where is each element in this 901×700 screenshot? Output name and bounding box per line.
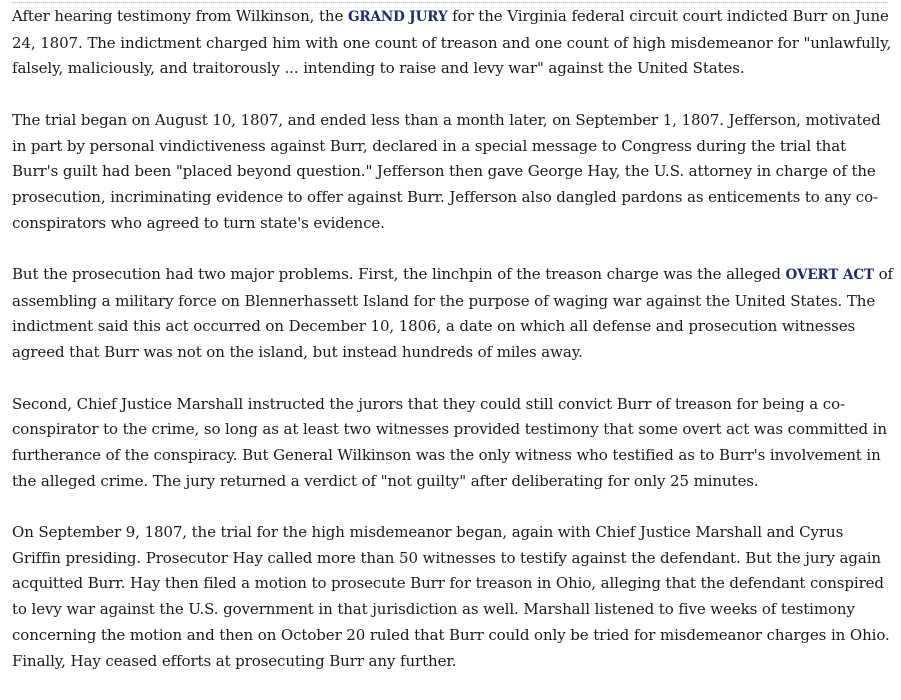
paragraph-text: After hearing testimony from Wilkinson, the: [12, 7, 348, 25]
overt-act-link[interactable]: OVERT ACT: [785, 267, 874, 283]
grand-jury-link[interactable]: GRAND JURY: [347, 9, 448, 25]
article-body: [12, 4, 896, 700]
paragraph-prosecution-problems: [12, 262, 896, 366]
paragraph-text: of assembling a military force on Blennerhassett Island for the purpose of waging war against the United States. The indictment said this act occurred on December 10, 1806, a date on which all defense and prosecution witnesses agreed that Burr was not on the island, but instead hundreds of miles away.: [12, 265, 893, 362]
paragraph-verdict: Second, Chief Justice Marshall instructed the jurors that they could still convict Burr of treason for being a co-conspirator to the crime, so long as at least two witnesses provided testimony that some overt act was committed in furtherance of the conspiracy. But General Wilkinson was the only witness who testified as to Burr's involvement in the alleged crime. The jury returned a verdict of "not guilty" after deliberating for only 25 minutes.: [12, 394, 887, 490]
paragraph-indictment: [12, 4, 896, 82]
top-divider: [12, 2, 888, 3]
paragraph-text: But the prosecution had two major problems. First, the linchpin of the treason charge was the alleged: [12, 265, 786, 283]
paragraph-text: for the Virginia federal circuit court indicted Burr on June 24, 1807. The indictment charged him with one count of treason and one count of high misdemeanor for "unlawfully, falsely, maliciously, and traitorously ... intending to raise and levy war" against the United States.: [12, 7, 892, 78]
paragraph-trial: The trial began on August 10, 1807, and ended less than a month later, on September 1, 1807. Jefferson, motivated in part by personal vindictiveness against Burr, declared in a special message to Congress during the trial that Burr's guilt had been "placed beyond question." Jefferson then gave George Hay, the U.S. attorney in charge of the prosecution, incriminating evidence to offer against Burr. Jefferson also dangled pardons as enticements to any co-conspirators who agreed to turn state's evidence.: [12, 110, 881, 232]
paragraph-misdemeanor-trial: On September 9, 1807, the trial for the high misdemeanor began, again with Chief Justice Marshall and Cyrus Griffin presiding. Prosecutor Hay called more than 50 witnesses to testify against the defendant. But the jury again acquitted Burr. Hay then filed a motion to prosecute Burr for treason in Ohio, alleging that the defendant conspired to levy war against the U.S. government in that jurisdiction as well. Marshall listened to five weeks of testimony concerning the motion and then on October 20 ruled that Burr could only be tried for misdemeanor charges in Ohio. Finally, Hay ceased efforts at prosecuting Burr any further.: [12, 523, 890, 670]
